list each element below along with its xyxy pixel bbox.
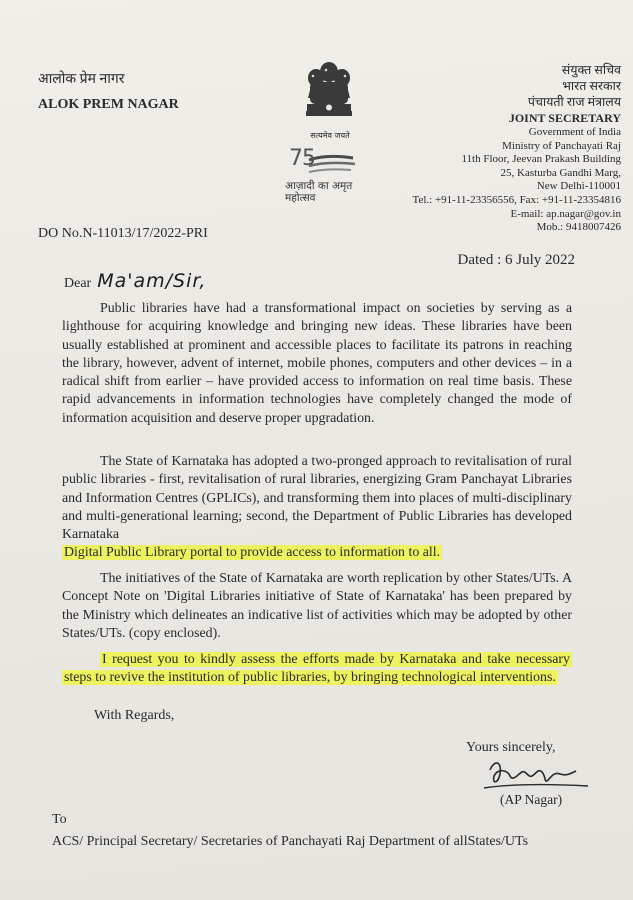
salutation-word: Dear	[64, 276, 92, 291]
azadi-amrit-mahotsav-logo	[285, 146, 367, 206]
sender-name-english: ALOK PREM NAGAR	[38, 97, 179, 112]
paragraph-2-highlight: Digital Public Library portal to provide access to information to all.	[64, 545, 441, 561]
sender-name-hindi: आलोक प्रेम नागर	[38, 72, 125, 87]
govt-hindi: भारत सरकार	[562, 79, 621, 93]
address-line-2: 25, Kasturba Gandhi Marg,	[500, 166, 621, 179]
paragraph-4-text: I request you to kindly assess the efforts made by Karnataka and take necessary steps to revive the institution of public libraries, by bringing technological interventions.	[64, 652, 570, 686]
azadi-text: आज़ादी का अमृत महोत्सव	[285, 180, 353, 204]
closing: With Regards,	[94, 708, 175, 723]
salutation	[64, 270, 206, 292]
paragraph-1-text: Public libraries have had a transformational impact on societies by serving as a lighthouse for acquiring knowledge and bringing new ideas. These libraries have been usually established at prominent and accessible places to facilitate its patrons in reaching the library, however, advent of internet, mobile phones, computers and other devices – in a radical shift from earlier – have provided access to information on real time basis. These rapid advancements in information technologies have completely changed the mode of information acquisition and deserve proper upgradation.	[62, 301, 572, 426]
designation-hindi: संयुक्त सचिव	[561, 63, 621, 77]
mobile: Mob.: 9418007426	[536, 221, 621, 234]
date: Dated : 6 July 2022	[457, 252, 575, 268]
designation: JOINT SECRETARY	[508, 111, 621, 125]
email: E-mail: ap.nagar@gov.in	[510, 207, 621, 220]
paragraph-4	[62, 651, 572, 688]
azadi-number: 75	[289, 146, 315, 171]
salutation-handwritten: Ma'am/Sir,	[97, 270, 207, 292]
document-number: DO No.N-11013/17/2022-PRI	[38, 226, 208, 241]
address-line-1: 11th Floor, Jeevan Prakash Building	[461, 153, 621, 166]
emblem-motto: सत्यमेव जयते	[310, 131, 350, 140]
paragraph-2	[62, 453, 572, 563]
yours-sincerely: Yours sincerely,	[466, 740, 556, 755]
paragraph-3-text: The initiatives of the State of Karnataka are worth replication by other States/UTs. A Concept Note on 'Digital Libraries initiative of State of Karnataka' has been prepared by the Ministry which delineates an indicative list of activities which may be adopted by other States/UTs. (copy enclosed).	[62, 571, 572, 641]
phone-fax: Tel.: +91-11-23356556, Fax: +91-11-23354816	[412, 193, 621, 206]
paragraph-3	[62, 570, 572, 643]
govt-name: Government of India	[528, 126, 621, 138]
ministry-name: Ministry of Panchayati Raj	[502, 139, 621, 152]
ministry-hindi: पंचायती राज मंत्रालय	[527, 95, 621, 109]
sender-address-block	[413, 62, 622, 235]
address-line-3: New Delhi-110001	[536, 180, 621, 193]
paragraph-2-text: The State of Karnataka has adopted a two-pronged approach to revitalisation of rural public libraries - first, revitalisation of rural libraries, energizing Gram Panchayat Libraries and Information Centres (GPLICs), and transforming them into places of multi-disciplinary and multi-generational learning; second, the Department of Public Libraries has developed Karnataka	[62, 454, 572, 543]
signatory-name: (AP Nagar)	[500, 792, 563, 807]
to-label: To	[52, 812, 67, 827]
recipient-address: ACS/ Principal Secretary/ Secretaries of Panchayati Raj Department of allStates/UTs	[52, 834, 529, 849]
paragraph-1	[62, 300, 572, 428]
